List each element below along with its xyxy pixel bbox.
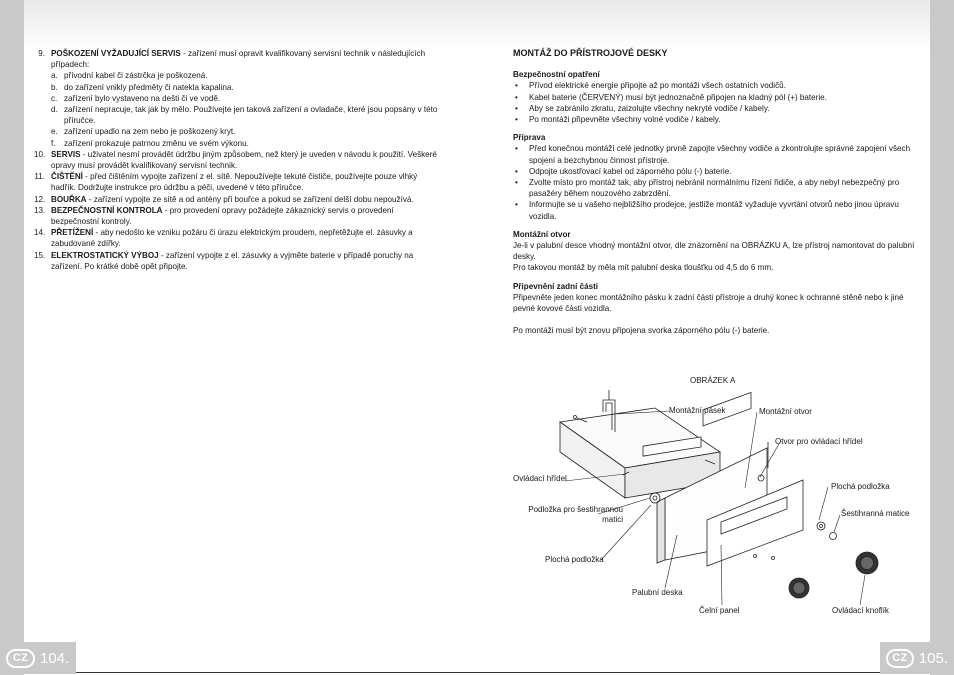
cz-language-badge: CZ	[6, 649, 35, 668]
left-page-text	[34, 48, 444, 272]
page-number-left	[0, 642, 76, 674]
label-hole: Montážní otvor	[759, 407, 812, 416]
list-item: 12. BOUŘKA - zařízení vypojte ze sítě a od antény při bouřce a pokud se zařízení delší dobu nepoužívá.	[34, 194, 414, 204]
item-text: - zařízení musí opravit kvalifikovaný servisní technik v následujících případech:	[51, 49, 426, 70]
label-hex-nut: Šestihranná matice	[841, 509, 910, 518]
item-number: 9.	[38, 49, 45, 58]
label-dashboard: Palubní deska	[632, 588, 683, 597]
subheading-prep: Příprava	[513, 133, 546, 143]
footer-rule	[24, 672, 930, 673]
sub-item: d. zařízení nepracuje, tak jak by mělo. Používejte jen taková zařízení a ovladače, které jsou popsány v této příručce.	[51, 105, 438, 126]
list-item: 11. ČIŠTĚNÍ - před čištěním vypojte zařízení z el. sítě. Nepoužívejte tekuté čističe, používejte pouze vlhký hadřík. Dodržujte instrukce pro údržbu a péči, uvedené v této příručce.	[34, 172, 418, 193]
sub-item: f. zařízení prokazuje patrnou změnu ve svém výkonu.	[51, 138, 249, 148]
figure-caption: OBRÁZEK A	[690, 376, 736, 385]
paragraph: Je-li v palubní desce vhodný montážní otvor, dle znázornění na OBRÁZKU A, lze přístroj namontovat do palubní desky.	[513, 241, 915, 262]
paragraph: Po montáži musí být znovu připojena svorka záporného pólu (-) baterie.	[513, 326, 770, 336]
top-gradient-band	[0, 0, 954, 50]
bullet-item: • Před konečnou montáží celé jednotky prvně zapojte všechny vodiče a zkontrolujte správné zapojení všech spojení a bezchybnou činnost přístroje.	[515, 144, 911, 165]
sub-item: c. zařízení bylo vystaveno na dešti či ve vodě.	[51, 93, 221, 103]
section-heading: MONTÁŽ DO PŘÍSTROJOVÉ DESKY	[513, 48, 668, 58]
page-number: 105.	[918, 649, 948, 667]
subheading-safety: Bezpečnostní opatření	[513, 70, 600, 80]
subheading-opening: Montážní otvor	[513, 229, 571, 239]
label-strap: Montážní pásek	[669, 406, 726, 415]
label-knob: Ovládací knoflík	[832, 606, 889, 615]
bullet-item: • Informujte se u vašeho nejbližšího prodejce, jestliže montáž vyžaduje vyvrtání otvorů nebo jinou úpravu vozidla.	[515, 200, 899, 221]
list-item: 13. BEZPEČNOSTNÍ KONTROLA - pro provedení opravy požádejte zákaznický servis o provedení bezpečnostní kontroly.	[34, 205, 394, 227]
label-hex-washer: Podložka pro šestihrannou matici	[528, 505, 623, 524]
page-number-right	[880, 642, 954, 674]
page-number: 104.	[40, 649, 70, 667]
list-item	[34, 48, 444, 70]
label-shaft: Ovládací hřídel	[513, 474, 567, 483]
paragraph: Pro takovou montáž by měla mít palubní deska tloušťku od 4,5 do 6 mm.	[513, 263, 774, 273]
item-title: POŠKOZENÍ VYŽADUJÍCÍ SERVIS	[51, 49, 181, 58]
label-front-panel: Čelní panel	[699, 606, 740, 615]
right-page-text	[513, 48, 921, 336]
sub-item: b. do zařízení vnikly předměty či natekla kapalina.	[51, 82, 234, 92]
bullet-item: • Odpojte ukostřovací kabel od záporného pólu (-) baterie.	[515, 166, 732, 176]
label-flat-washer-right: Plochá podložka	[831, 482, 890, 491]
sub-item: e. zařízení upadlo na zem nebo je poškozený kryt.	[51, 127, 236, 137]
list-item: 10. SERVIS - uživatel nesmí provádět údržbu jiným způsobem, než který je uveden v návodu k použití. Veškeré opravy musí provádět kvalifikovaný servisní technik.	[34, 149, 437, 171]
paragraph: Připevněte jeden konec montážního pásku k zadní části přístroje a druhý konec k ochranné stěně nebo k jiné pevné kovové části vozidla.	[513, 292, 904, 314]
left-margin-strip	[0, 0, 24, 675]
label-flat-washer-left: Plochá podložka	[545, 555, 604, 564]
figure-a	[505, 370, 925, 620]
bullet-item: • Zvolte místo pro montáž tak, aby přístroj nebránil normálnímu řízení řidiče, a aby nebyl nebezpečný pro pasažéry během nouzového zabrzdění.	[515, 178, 900, 199]
bullet-item: • Po montáži připevněte všechny volné vodiče / kabely.	[515, 115, 721, 125]
cz-language-badge: CZ	[886, 649, 914, 668]
list-item: 15. ELEKTROSTATICKÝ VÝBOJ - zařízení vypojte z el. zásuvky a vyjměte baterie v případě poruchy na zařízení. Po krátké době opět připojte.	[34, 250, 414, 271]
bullet-item: • Přívod elektrické energie připojte až po montáži všech ostatních vodičů.	[515, 81, 786, 91]
right-margin-strip	[930, 0, 954, 675]
bullet-item: • Aby se zabránilo zkratu, zaizolujte všechny nekryté vodiče / kabely.	[515, 103, 770, 113]
label-shaft-hole: Otvor pro ovládací hřídel	[775, 437, 863, 446]
list-item: 14. PŘETÍŽENÍ - aby nedošlo ke vzniku požáru či úrazu elektrickým proudem, nepřetěžujte el. zásuvky a zabudované zdířky.	[34, 228, 413, 249]
sub-item: a. přívodní kabel či zástrčka je poškozená.	[51, 71, 208, 81]
bullet-item: • Kabel baterie (ČERVENÝ) musí být jednoznačně připojen na kladný pól (+) baterie.	[515, 92, 827, 102]
subheading-rear: Připevnění zadní části	[513, 281, 599, 291]
